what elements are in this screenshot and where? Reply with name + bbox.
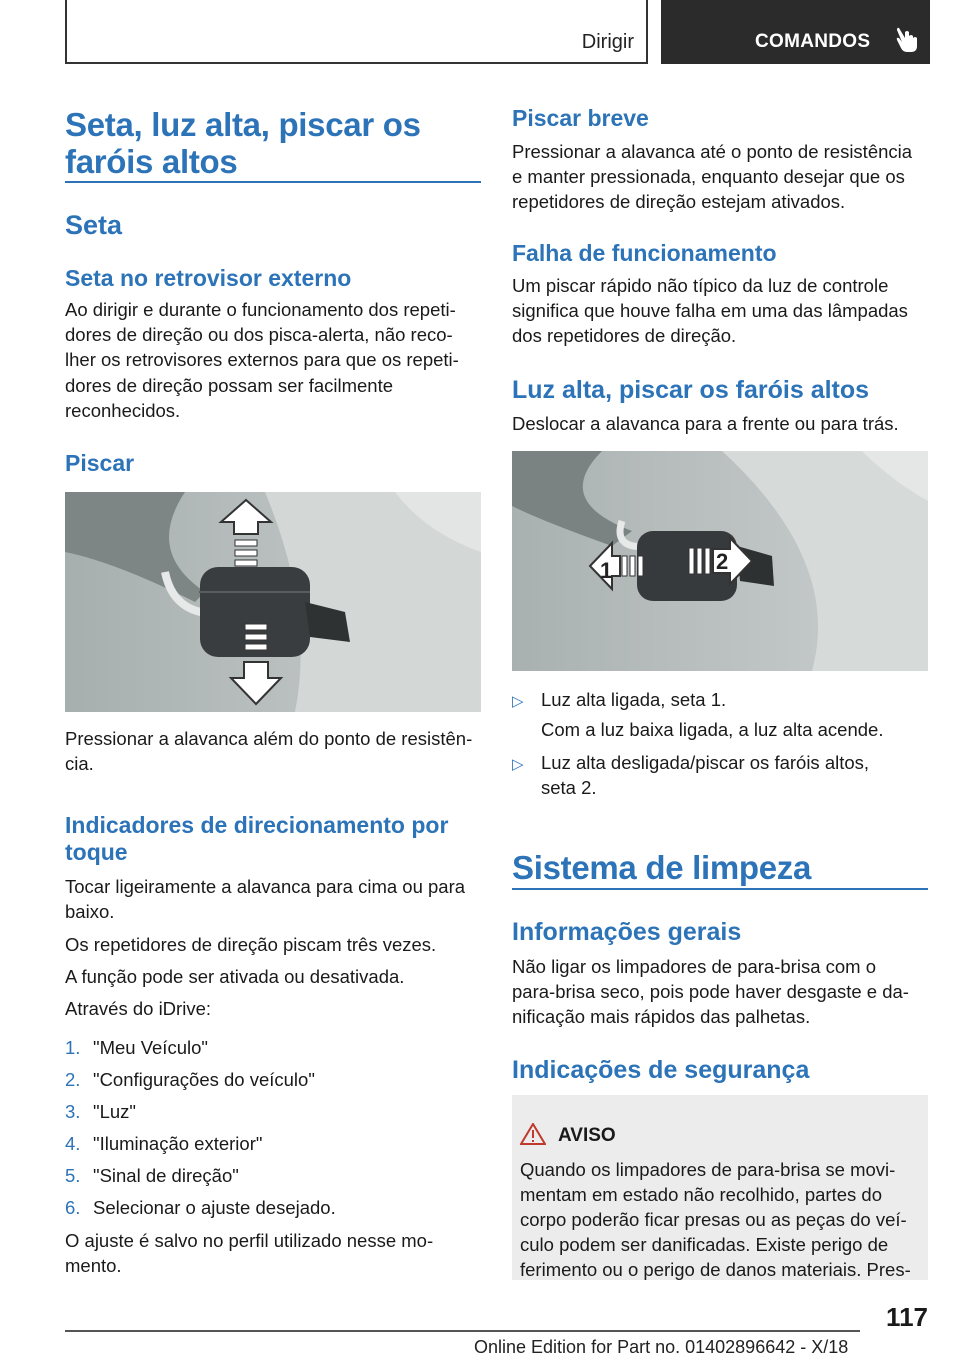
- luz-paragraph: Deslocar a alavanca para a frente ou para trás.: [512, 413, 899, 434]
- piscar-line-1: Pressionar a alavanca além do ponto de resistên-: [65, 728, 473, 749]
- list-item: 4. "Iluminação exterior": [65, 1133, 263, 1154]
- breve-line-2: e manter pressionada, enquanto desejar que os: [512, 166, 905, 187]
- heading-indicadores-line1: Indicadores de direcionamento por: [65, 812, 449, 838]
- retrovisor-line-3: lher os retrovisores externos para que os repeti-: [65, 349, 459, 370]
- list-item: 2. "Configurações do veículo": [65, 1069, 315, 1090]
- page-number: 117: [886, 1302, 928, 1332]
- heading-piscar-breve: Piscar breve: [512, 105, 649, 131]
- warning-line-4: culo podem ser danificadas. Existe perigo de: [520, 1234, 889, 1255]
- falha-line-3: dos repetidores de direção.: [512, 325, 737, 346]
- section-title-line2: faróis altos: [65, 143, 238, 180]
- idrive-steps: [65, 1035, 481, 1227]
- retrovisor-line-4: dores de direção possam ser facilmente: [65, 375, 394, 396]
- footer-edition: Online Edition for Part no. 01402896642 - X/18: [474, 1337, 849, 1357]
- toque-line-2: baixo.: [65, 901, 115, 922]
- toque-line-1: Tocar ligeiramente a alavanca para cima ou para: [65, 876, 466, 897]
- info-line-2: para-brisa seco, pois pode haver desgaste e da-: [512, 981, 909, 1002]
- header-section-label: Dirigir: [581, 31, 634, 53]
- breve-line-3: repetidores de direção estejam ativados.: [512, 191, 846, 212]
- title-rule: [65, 181, 481, 183]
- list-item: 5. "Sinal de direção": [65, 1165, 239, 1186]
- warning-triangle-icon: [520, 1123, 546, 1145]
- warning-line-5: ferimento ou o perigo de danos materiais. Pres-: [520, 1259, 911, 1280]
- warning-line-1: Quando os limpadores de para-brisa se movi-: [520, 1159, 896, 1180]
- retrovisor-line-1: Ao dirigir e durante o funcionamento dos repeti-: [65, 299, 456, 320]
- triangle-bullet-icon: ▷: [512, 693, 524, 710]
- warning-title: AVISO: [558, 1125, 616, 1146]
- heading-piscar: Piscar: [65, 450, 135, 476]
- heading-indicadores-line2: toque: [65, 839, 128, 865]
- final-line-2: mento.: [65, 1255, 122, 1276]
- list-item: 6. Selecionar o ajuste desejado.: [65, 1197, 336, 1218]
- heading-informacoes: Informações gerais: [512, 918, 742, 946]
- heading-seguranca: Indicações de segurança: [512, 1056, 810, 1084]
- bullet1-sub: Com a luz baixa ligada, a luz alta acende.: [541, 719, 884, 740]
- heading-falha: Falha de funcionamento: [512, 240, 777, 266]
- falha-line-1: Um piscar rápido não típico da luz de controle: [512, 275, 889, 296]
- warning-line-3: corpo poderão ficar presas ou as peças do veí-: [520, 1209, 907, 1230]
- section-title-line1: Seta, luz alta, piscar os: [65, 106, 421, 143]
- photo-label-2: 2: [716, 549, 729, 574]
- retrovisor-line-5: reconhecidos.: [65, 400, 181, 421]
- header-chapter-tab: [661, 0, 930, 64]
- list-item: 1. "Meu Veículo": [65, 1037, 208, 1058]
- breve-line-1: Pressionar a alavanca até o ponto de resistência: [512, 141, 913, 162]
- toque-p3: A função pode ser ativada ou desativada.: [65, 966, 405, 987]
- photo-label-1: 1: [600, 558, 613, 583]
- retrovisor-line-2: dores de direção ou dos pisca-alerta, não reco-: [65, 324, 453, 345]
- piscar-line-2: cia.: [65, 753, 94, 774]
- warning-box: [512, 1095, 928, 1280]
- toque-p4: Através do iDrive:: [65, 998, 211, 1019]
- header-section-box: [65, 0, 648, 64]
- heading-retrovisor: Seta no retrovisor externo: [65, 265, 352, 291]
- turn-signal-lever-photo: [65, 492, 481, 712]
- info-line-1: Não ligar os limpadores de para-brisa com o: [512, 956, 877, 977]
- footer-rule: [65, 1330, 860, 1332]
- final-line-1: O ajuste é salvo no perfil utilizado nesse mo-: [65, 1230, 434, 1251]
- info-line-3: nificação mais rápidos das palhetas.: [512, 1006, 811, 1027]
- high-beam-lever-photo: [512, 451, 928, 671]
- sistema-rule: [512, 888, 928, 890]
- heading-sistema-limpeza: Sistema de limpeza: [512, 849, 812, 886]
- header-chapter-label: COMANDOS: [755, 31, 871, 52]
- pointing-hand-icon: [895, 26, 921, 54]
- heading-luz-alta: Luz alta, piscar os faróis altos: [512, 376, 870, 404]
- heading-seta: Seta: [65, 210, 123, 240]
- list-item: 3. "Luz": [65, 1101, 136, 1122]
- falha-line-2: significa que houve falha em uma das lâmpadas: [512, 300, 908, 321]
- triangle-bullet-icon: ▷: [512, 756, 524, 773]
- warning-line-2: mentam em estado não recolhido, partes do: [520, 1184, 882, 1205]
- toque-p2: Os repetidores de direção piscam três vezes.: [65, 934, 437, 955]
